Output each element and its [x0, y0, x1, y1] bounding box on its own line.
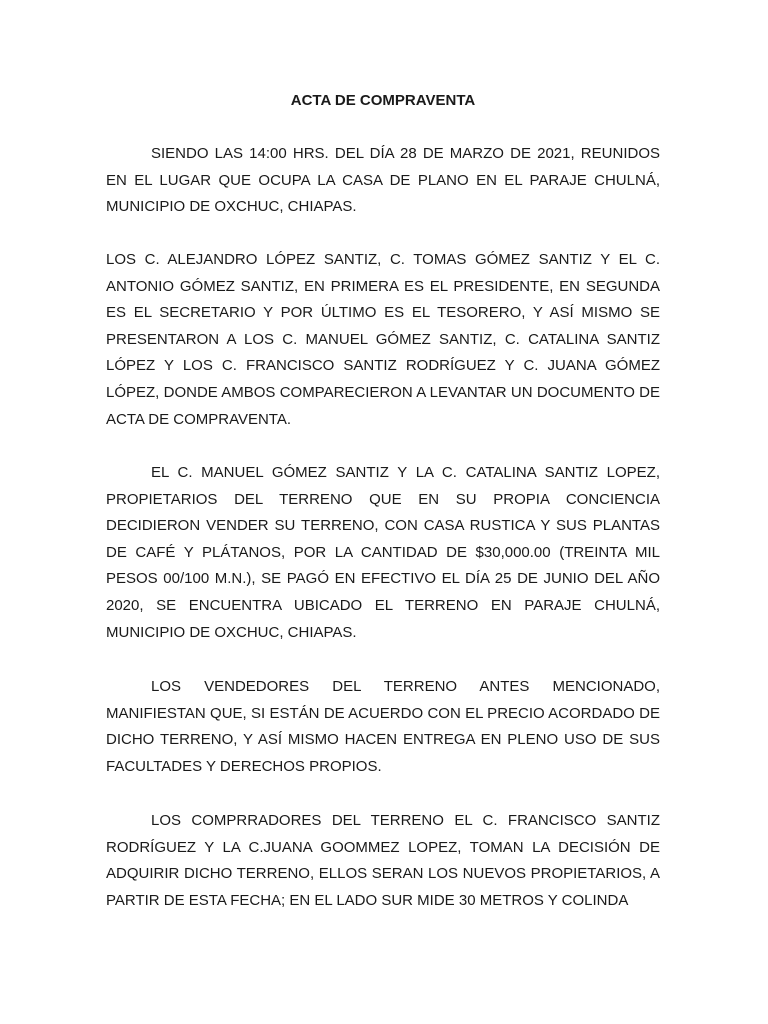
paragraph-buyers: LOS COMPRRADORES DEL TERRENO EL C. FRANCISCO SANTIZ RODRÍGUEZ Y LA C.JUANA GOOMMEZ LOPEZ, TOMAN LA DECISIÓN DE ADQUIRIR DICHO TERRENO, ELLOS SERAN LOS NUEVOS PROPIETARIOS, A PARTIR DE ESTA FECHA; EN EL LADO SUR MIDE 30 METROS Y COLINDA	[106, 812, 660, 909]
paragraph-participants: LOS C. ALEJANDRO LÓPEZ SANTIZ, C. TOMAS GÓMEZ SANTIZ Y EL C. ANTONIO GÓMEZ SANTIZ, EN PRIMERA ES EL PRESIDENTE, EN SEGUNDA ES EL SECRETARIO Y POR ÚLTIMO ES EL TESORERO, Y ASÍ MISMO SE PRESENTARON A LOS C. MANUEL GÓMEZ SANTIZ, C. CATALINA SANTIZ LÓPEZ Y LOS C. FRANCISCO SANTIZ RODRÍGUEZ Y C. JUANA GÓMEZ LÓPEZ, DONDE AMBOS COMPARECIERON A LEVANTAR UN DOCUMENTO DE ACTA DE COMPRAVENTA.	[106, 251, 660, 428]
paragraph-agreement: LOS VENDEDORES DEL TERRENO ANTES MENCIONADO, MANIFIESTAN QUE, SI ESTÁN DE ACUERDO CON EL PRECIO ACORDADO DE DICHO TERRENO, Y ASÍ MISMO HACEN ENTREGA EN PLENO USO DE SUS FACULTADES Y DERECHOS PROPIOS.	[106, 678, 660, 775]
document-title: ACTA DE COMPRAVENTA	[290, 92, 476, 109]
paragraph-opening: SIENDO LAS 14:00 HRS. DEL DÍA 28 DE MARZO DE 2021, REUNIDOS EN EL LUGAR QUE OCUPA LA CASA DE PLANO EN EL PARAJE CHULNÁ, MUNICIPIO DE OXCHUC, CHIAPAS.	[106, 145, 660, 216]
document-page	[106, 0, 660, 1024]
paragraph-sellers: EL C. MANUEL GÓMEZ SANTIZ Y LA C. CATALINA SANTIZ LOPEZ, PROPIETARIOS DEL TERRENO QUE EN SU PROPIA CONCIENCIA DECIDIERON VENDER SU TERRENO, CON CASA RUSTICA Y SUS PLANTAS DE CAFÉ Y PLÁTANOS, POR LA CANTIDAD DE $30,000.00 (TREINTA MIL PESOS 00/100 M.N.), SE PAGÓ EN EFECTIVO EL DÍA 25 DE JUNIO DEL AÑO 2020, SE ENCUENTRA UBICADO EL TERRENO EN PARAJE CHULNÁ, MUNICIPIO DE OXCHUC, CHIAPAS.	[106, 464, 660, 641]
